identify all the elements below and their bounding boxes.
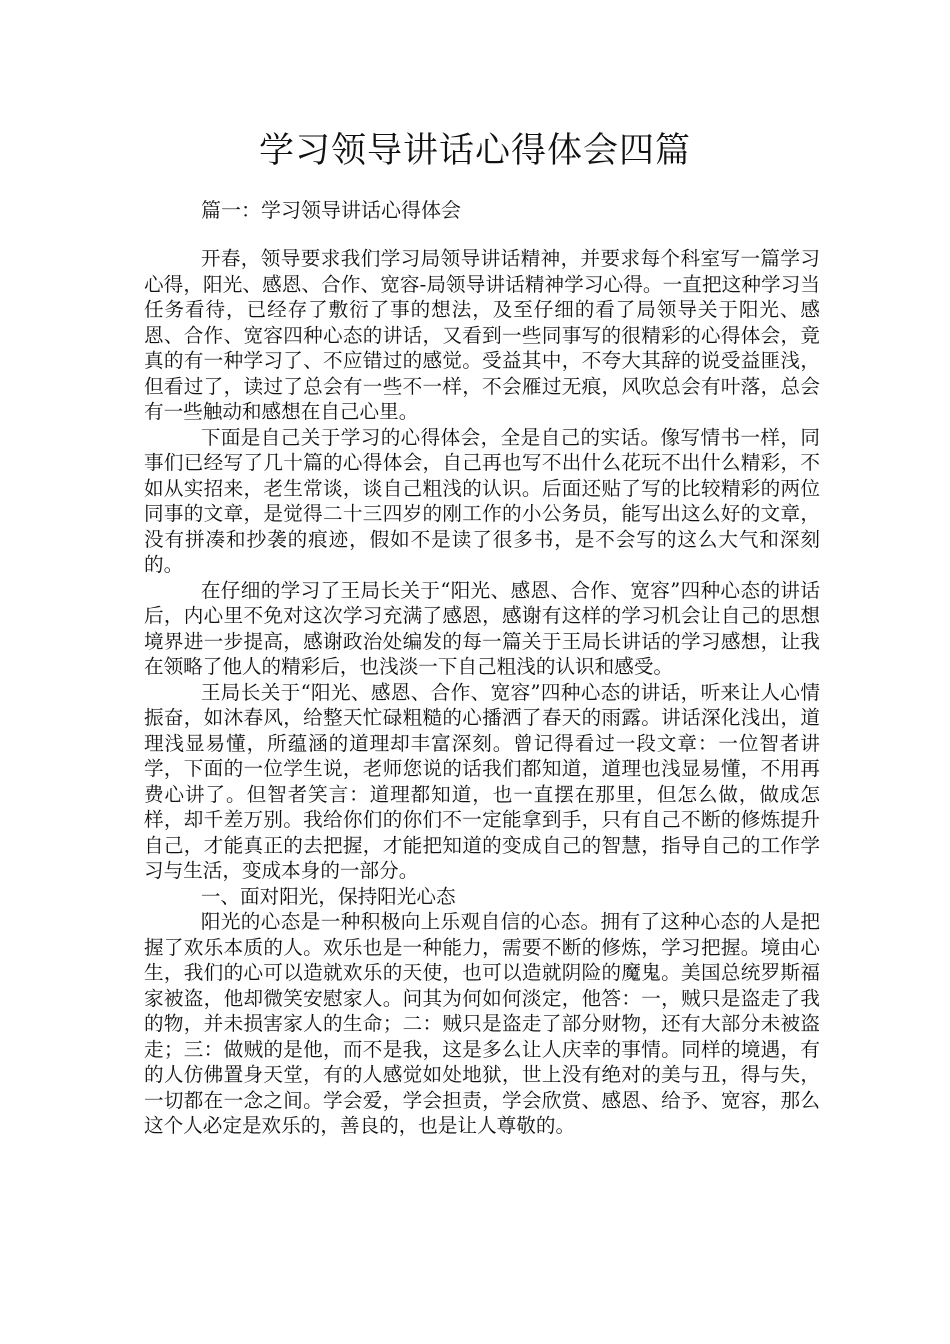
paragraph: 开春，领导要求我们学习局领导讲话精神，并要求每个科室写一篇学习心得，阳光、感恩、合作、宽容-局领导讲话精神学习心得。一直把这种学习当任务看待，已经存了敷衍了事的想法，及至仔细的看了局领导关于阳光、感恩、合作、宽容四种心态的讲话，又看到一些同事写的很精彩的心得体会，竟真的有一种学习了、不应错过的感觉。受益其中，不夸大其辞的说受益匪浅，但看过了，读过了总会有一些不一样，不会雁过无痕，风吹总会有叶落，总会有一些触动和感想在自己心里。 (144, 247, 820, 423)
section-subtitle: 篇一：学习领导讲话心得体会 (201, 198, 461, 222)
paragraph: 下面是自己关于学习的心得体会，全是自己的实话。像写情书一样，同事们已经写了几十篇的心得体会，自己再也写不出什么花玩不出什么精彩，不如从实招来，老生常谈，谈自己粗浅的认识。后面还贴了写的比较精彩的两位同事的文章，是觉得二十三四岁的刚工作的小公务员，能写出这么好的文章，没有拼凑和抄袭的痕迹，假如不是读了很多书，是不会写的这么大气和深刻的。 (144, 425, 820, 576)
paragraph: 阳光的心态是一种积极向上乐观自信的心态。拥有了这种心态的人是把握了欢乐本质的人。欢乐也是一种能力，需要不断的修炼，学习把握。境由心生，我们的心可以造就欢乐的天使，也可以造就阴险的魔鬼。美国总统罗斯福家被盗，他却微笑安慰家人。问其为何如何淡定，他答：一，贼只是盗走了我的物，并未损害家人的生命；二：贼只是盗走了部分财物，还有大部分未被盗走；三：做贼的是他，而不是我，这是多么让人庆幸的事情。同样的境遇，有的人仿佛置身天堂，有的人感觉如处地狱，世上没有绝对的美与丑，得与失，一切都在一念之间。学会爱，学会担责，学会欣赏、感恩、给予、宽容，那么这个人必定是欢乐的，善良的，也是让人尊敬的。 (144, 910, 820, 1137)
paragraph: 王局长关于“阳光、感恩、合作、宽容”四种心态的讲话，听来让人心情振奋，如沐春风，给整天忙碌粗糙的心播洒了春天的雨露。讲话深化浅出，道理浅显易懂，所蕴涵的道理却丰富深刻。曾记得看过一段文章：一位智者讲学，下面的一位学生说，老师您说的话我们都知道，道理也浅显易懂，不用再费心讲了。但智者笑言：道理都知道，也一直摆在那里，但怎么做，做成怎样，却千差万别。我给你们的你们不一定能拿到手，只有自己不断的修炼提升自己，才能真正的去把握，才能把知道的变成自己的智慧，指导自己的工作学习与生活，变成本身的一部分。 (144, 680, 820, 882)
document-body (144, 246, 820, 1139)
section-heading: 一、面对阳光，保持阳光心态 (200, 884, 456, 908)
document-title: 学习领导讲话心得体会四篇 (258, 131, 691, 171)
paragraph: 在仔细的学习了王局长关于“阳光、感恩、合作、宽容”四种心态的讲话后，内心里不免对这次学习充满了感恩，感谢有这样的学习机会让自己的思想 境界进一步提高，感谢政治处编发的每一篇关于王局长讲话的学习感想，让我在领略了他人的精彩后，也浅淡一下自己粗浅的认识和感受。 (144, 578, 820, 678)
